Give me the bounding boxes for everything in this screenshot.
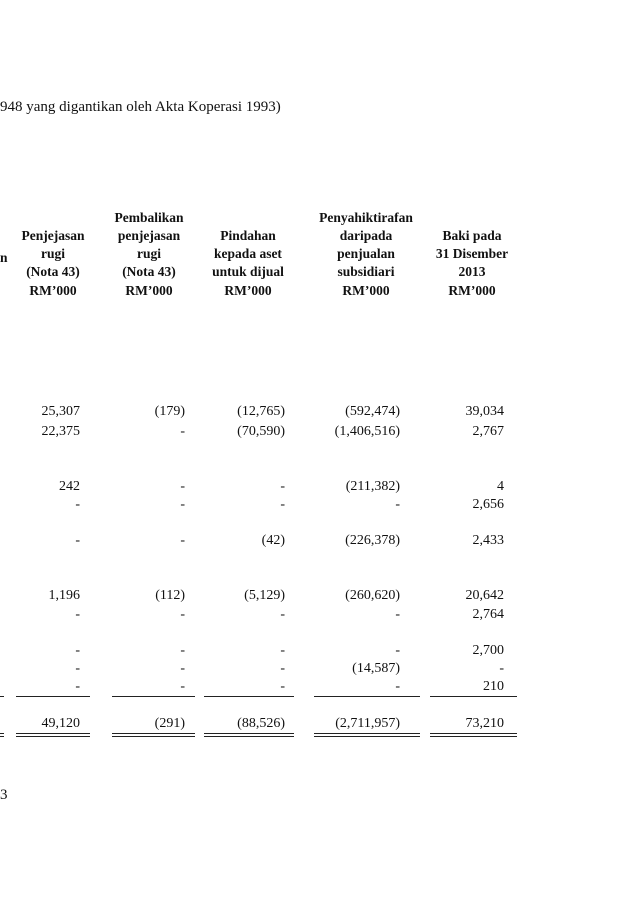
table-cell: - xyxy=(180,497,185,512)
column-header-line: (Nota 43) xyxy=(122,264,176,280)
column-header-line: rugi xyxy=(136,246,161,262)
column-header-line: daripada xyxy=(339,227,393,243)
table-cell: - xyxy=(75,533,80,548)
table-cell: (1,406,516) xyxy=(334,424,400,439)
table-cell: - xyxy=(499,661,504,676)
total-double-rule xyxy=(204,733,294,737)
column-header-line: Pembalikan xyxy=(114,209,184,225)
total-double-rule xyxy=(430,733,517,737)
table-cell: 242 xyxy=(59,479,80,494)
page-number: 3 xyxy=(0,787,8,803)
table-cell: - xyxy=(180,643,185,658)
table-cell: - xyxy=(180,424,185,439)
subtotal-rule xyxy=(0,696,4,697)
total-double-rule xyxy=(16,733,90,737)
column-header-line: RM’000 xyxy=(125,282,173,298)
column-header-line: Penjejasan xyxy=(21,227,85,243)
table-cell: 2,656 xyxy=(472,497,504,512)
table-cell: - xyxy=(280,607,285,622)
table-cell: (592,474) xyxy=(345,404,400,419)
column-header-line: untuk dijual xyxy=(212,264,284,280)
table-cell: - xyxy=(180,533,185,548)
column-header-line: RM’000 xyxy=(224,282,272,298)
subtotal-rule xyxy=(112,696,195,697)
column-header-line: 2013 xyxy=(458,264,486,280)
column-header-line: subsidiari xyxy=(337,264,395,280)
column-header-line: penjualan xyxy=(337,246,395,262)
column-header-line: RM’000 xyxy=(342,282,390,298)
table-cell: - xyxy=(280,661,285,676)
column-header-line: RM’000 xyxy=(448,282,496,298)
table-cell: 210 xyxy=(483,679,504,694)
table-cell: 2,764 xyxy=(472,607,504,622)
table-cell: - xyxy=(75,497,80,512)
table-cell: (112) xyxy=(155,588,185,603)
table-cell: - xyxy=(280,497,285,512)
total-cell: (291) xyxy=(154,716,185,731)
table-cell: - xyxy=(180,607,185,622)
table-cell: (211,382) xyxy=(345,479,400,494)
subtotal-rule xyxy=(314,696,420,697)
table-cell: (226,378) xyxy=(345,533,400,548)
table-cell: - xyxy=(280,679,285,694)
table-cell: (70,590) xyxy=(237,424,285,439)
column-header-c5 xyxy=(407,227,537,300)
cut-header-fragment: n xyxy=(0,250,8,265)
column-header-line: 31 Disember xyxy=(435,246,509,262)
table-cell: (179) xyxy=(154,404,185,419)
total-cell: 73,210 xyxy=(465,716,504,731)
column-header-line: RM’000 xyxy=(29,282,77,298)
table-cell: 22,375 xyxy=(41,424,80,439)
column-header-line: Penyahiktirafan xyxy=(319,209,413,225)
table-cell: - xyxy=(280,643,285,658)
table-cell: 20,642 xyxy=(465,588,504,603)
table-cell: - xyxy=(75,607,80,622)
table-cell: - xyxy=(395,643,400,658)
total-double-rule xyxy=(112,733,195,737)
subtotal-rule xyxy=(16,696,90,697)
subtotal-rule xyxy=(430,696,517,697)
table-cell: - xyxy=(395,497,400,512)
table-cell: 2,700 xyxy=(472,643,504,658)
table-cell: (5,129) xyxy=(244,588,285,603)
table-cell: 25,307 xyxy=(41,404,80,419)
column-header-line: rugi xyxy=(40,246,65,262)
total-cell: (2,711,957) xyxy=(335,716,400,731)
table-cell: - xyxy=(395,679,400,694)
table-cell: - xyxy=(75,643,80,658)
table-cell: - xyxy=(180,479,185,494)
column-header-line: Baki pada xyxy=(442,227,502,243)
table-cell: - xyxy=(75,679,80,694)
table-cell: - xyxy=(280,479,285,494)
table-cell: - xyxy=(395,607,400,622)
total-double-rule xyxy=(314,733,420,737)
column-header-c3 xyxy=(183,227,313,300)
column-header-line: penjejasan xyxy=(117,227,181,243)
table-cell: 4 xyxy=(497,479,504,494)
table-cell: (260,620) xyxy=(345,588,400,603)
table-cell: (14,587) xyxy=(352,661,400,676)
table-cell: - xyxy=(180,661,185,676)
table-cell: - xyxy=(180,679,185,694)
table-cell: (12,765) xyxy=(237,404,285,419)
total-cell: (88,526) xyxy=(237,716,285,731)
table-cell: 1,196 xyxy=(48,588,80,603)
column-header-line: Pindahan xyxy=(220,227,276,243)
total-double-rule xyxy=(0,733,4,737)
statement-subtitle: 948 yang digantikan oleh Akta Koperasi 1993) xyxy=(0,99,281,115)
total-cell: 49,120 xyxy=(41,716,80,731)
column-header-line: (Nota 43) xyxy=(26,264,80,280)
table-cell: 2,433 xyxy=(472,533,504,548)
subtotal-rule xyxy=(204,696,294,697)
table-cell: 2,767 xyxy=(472,424,504,439)
table-cell: 39,034 xyxy=(465,404,504,419)
table-cell: (42) xyxy=(261,533,285,548)
column-header-line: kepada aset xyxy=(214,246,282,262)
table-cell: - xyxy=(75,661,80,676)
